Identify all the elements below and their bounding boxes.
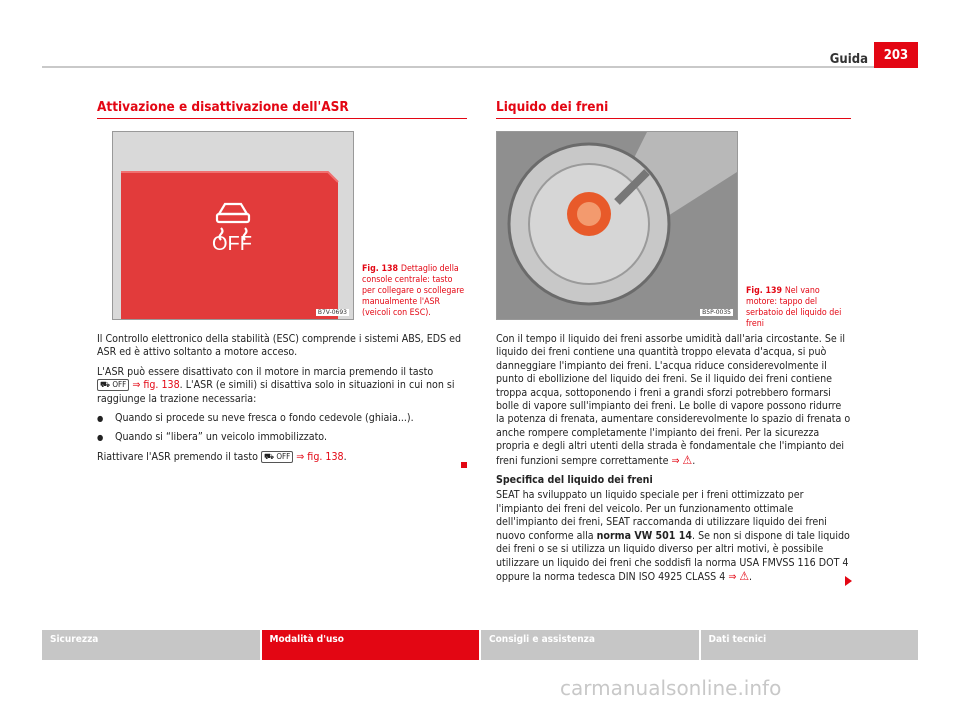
running-header: Guida [829, 52, 868, 67]
brake-cap-illustration [497, 132, 737, 319]
list-item: ● Quando si “libera” un veicolo immobilizzato. [97, 431, 467, 444]
right-body [496, 333, 852, 590]
asr-icon: ⛟ [100, 380, 111, 390]
tab-modalita-uso[interactable]: Modalità d'uso [262, 630, 480, 660]
figure-id-138: B7V-0693 [317, 309, 347, 316]
tab-consigli-assistenza[interactable]: Consigli e assistenza [481, 630, 699, 660]
warning-link[interactable]: ⇒ ⚠ [728, 568, 750, 583]
figure-caption-139: Fig. 139 Nel vano motore: tappo del serbatoio del liquido dei freni [746, 286, 842, 329]
figure-asr-button [112, 131, 354, 320]
header-rule [42, 66, 918, 68]
paragraph: Con il tempo il liquido dei freni assorbe umidità dall'aria circostante. Se il liquido dei freni contiene una quantità troppo elevata d'acqua, si può danneggiare l'impianto dei freni. L'acqua riduce considerevolmente il punto di ebollizione del liquido dei freni. Se il liquido dei freni contiene troppa acqua, sottoponendo i freni a grandi sforzi potrebbero formarsi bolle di vapore sull'impianto dei freni. Le bolle di vapore possono ridurre la potenza di frenata, aumentare considerevolmente lo spazio di frenata o anche rompere completamente l'impianto dei freni. Per la sicurezza propria e degli altri utenti della strada è fondamentale che l'impianto dei freni funzioni sempre correttamente ⇒ ⚠. [496, 333, 851, 467]
warning-link[interactable]: ⇒ ⚠ [671, 452, 693, 467]
figure-caption-138: Fig. 138 Dettaglio della console centrale: tasto per collegare o scollegare manualmente l'ASR (veicoli con ESC). [362, 264, 465, 318]
warning-triangle-icon: ⚠ [739, 568, 750, 583]
continue-arrow-icon [845, 576, 852, 586]
tab-dati-tecnici[interactable]: Dati tecnici [701, 630, 919, 660]
left-body [97, 333, 467, 470]
paragraph: L'ASR può essere disattivato con il motore in marcia premendo il tasto ⛟ OFF ⇒ fig. 138. L'ASR (e simili) si disattiva solo in situazioni in cui non si raggiunge la trazione necessaria: [97, 365, 455, 405]
svg-text:OFF: OFF [212, 233, 252, 255]
section-rule-right [496, 118, 851, 119]
figure-link-138[interactable]: ⇒ fig. 138 [132, 379, 180, 392]
list-item: ● Quando si procede su neve fresca o fondo cedevole (ghiaia...). [97, 412, 467, 425]
page-number: 203 [874, 42, 918, 68]
subheading: Specifica del liquido dei freni [496, 474, 653, 487]
watermark: carmanualsonline.info [560, 676, 782, 700]
figure-link-138[interactable]: ⇒ fig. 138 [296, 450, 344, 463]
figure-id-139: B5P-0035 [702, 309, 731, 316]
asr-icon: ⛟ [263, 451, 275, 461]
figure-brake-fluid-cap [496, 131, 738, 320]
tab-sicurezza[interactable]: Sicurezza [42, 630, 260, 660]
paragraph: SEAT ha sviluppato un liquido speciale per i freni ottimizzato per l'impianto dei freni del veicolo. Per un funzionamento ottimale dell'impianto dei freni, SEAT raccomanda di utilizzare liquido dei freni nuovo conforme alla norma VW 501 14. Se non si dispone di tale liquido dei freni o se si utilizza un liquido diverso per altri motivi, è possibile utilizzare un liquido dei freni che soddisfi la norma USA FMVSS 116 DOT 4 oppure la norma tedesca DIN ISO 4925 CLASS 4 ⇒ ⚠. [496, 489, 850, 583]
footer-tabs [42, 630, 918, 660]
paragraph: Riattivare l'ASR premendo il tasto ⛟ OFF ⇒ fig. 138. [97, 450, 347, 463]
section-end-mark [461, 462, 467, 468]
section-title-asr: Attivazione e disattivazione dell'ASR [97, 99, 349, 115]
warning-triangle-icon: ⚠ [682, 452, 693, 467]
asr-button-illustration [113, 132, 353, 319]
asr-off-key: ⛟ OFF [97, 379, 129, 391]
section-title-brake-fluid: Liquido dei freni [496, 99, 609, 115]
asr-off-key: ⛟ OFF [261, 451, 293, 463]
paragraph: Il Controllo elettronico della stabilità (ESC) comprende i sistemi ABS, EDS ed ASR ed è attivo soltanto a motore acceso. [97, 333, 462, 359]
section-rule-left [97, 118, 467, 119]
